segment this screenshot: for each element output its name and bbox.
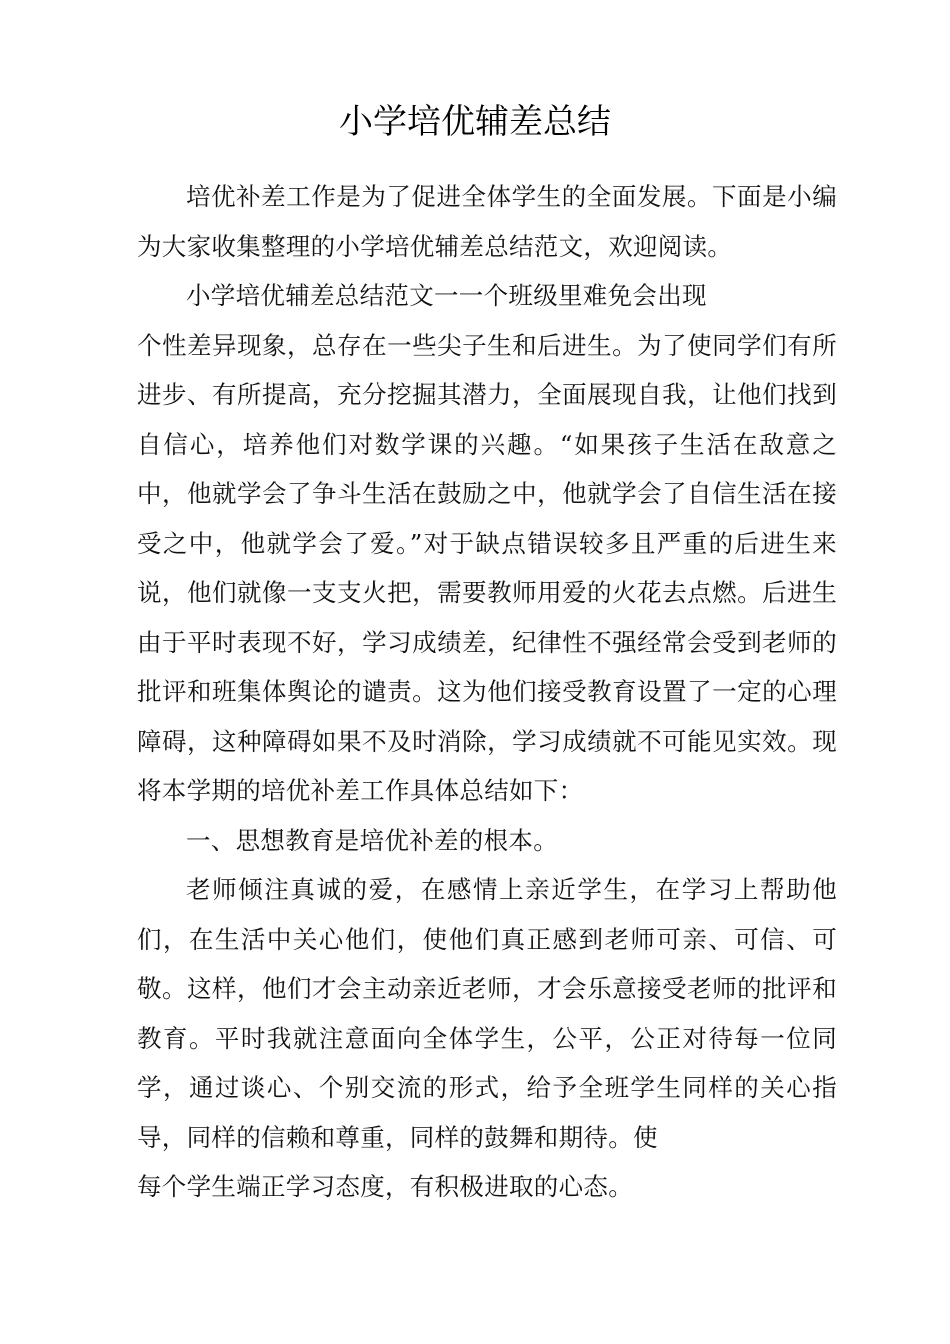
point-one-paragraph: 老师倾注真诚的爱，在感情上亲近学生，在学习上帮助他们，在生活中关心他们，使他们真正感到老师可亲、可信、可敬。这样，他们才会主动亲近老师，才会乐意接受老师的批评和教育。平时我就注意面向全体学生，公平，公正对待每一位同学，通过谈心、个别交流的形式，给予全班学生同样的关心指导，同样的信赖和尊重，同样的鼓舞和期待。使 xyxy=(137,875,837,1152)
main-paragraph: 个性差异现象，总存在一些尖子生和后进生。为了使同学们有所进步、有所提高，充分挖掘其潜力，全面展现自我，让他们找到自信心，培养他们对数学课的兴趣。“如果孩子生活在敌意之中，他就学会了争斗生活在鼓励之中，他就学会了自信生活在接受之中，他就学会了爱。”对于缺点错误较多且严重的后进生来说，他们就像一支支火把，需要教师用爱的火花去点燃。后进生由于平时表现不好，学习成绩差，纪律性不强经常会受到老师的批评和班集体舆论的谴责。这为他们接受教育设置了一定的心理障碍，这种障碍如果不及时消除，学习成绩就不可能见实效。现将本学期的培优补差工作具体总结如下： xyxy=(137,330,837,805)
intro-paragraph: 培优补差工作是为了促进全体学生的全面发展。下面是小编为大家收集整理的小学培优辅差总结范文，欢迎阅读。 xyxy=(137,182,837,261)
sample-heading-line: 小学培优辅差总结范文一一个班级里难免会出现 xyxy=(186,281,707,310)
point-one-tail-line: 每个学生端正学习态度，有积极进取的心态。 xyxy=(137,1172,633,1201)
point-one-heading: 一、思想教育是培优补差的根本。 xyxy=(186,825,558,855)
document-title: 小学培优辅差总结 xyxy=(339,102,611,142)
document-body xyxy=(137,172,837,1212)
